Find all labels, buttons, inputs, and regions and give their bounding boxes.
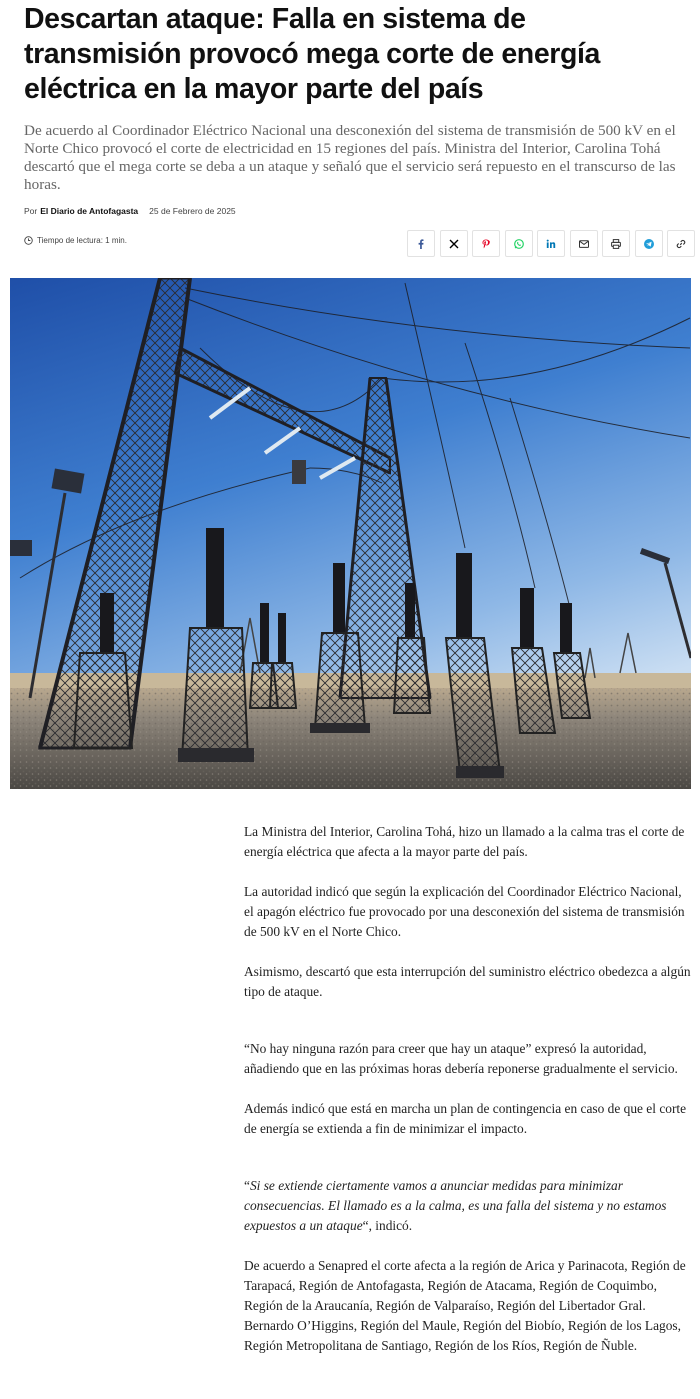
pinterest-icon (480, 238, 492, 250)
linkedin-icon (545, 238, 557, 250)
quote-text: Si se extiende ciertamente vamos a anunciar medidas para minimizar consecuencias. El llamado es a la calma, es una falla del sistema y no estamos expuestos a un ataque (244, 1178, 667, 1233)
whatsapp-icon (513, 238, 525, 250)
telegram-icon (643, 238, 655, 250)
paragraph-quote: “No hay ninguna razón para creer que hay un ataque” expresó la autoridad, añadiendo que en las próximas horas debería reponerse gradualmente el servicio. (244, 1041, 678, 1076)
share-bar (407, 230, 695, 257)
article-subtitle: De acuerdo al Coordinador Eléctrico Nacional una desconexión del sistema de transmisión de 500 kV en el Norte Chico provocó el corte de electricidad en 15 regiones del país. Ministra del Interior, Carolina Tohá descartó que el mega corte se deba a un ataque y señaló que el servicio será repuesto en el transcurso de las horas. (24, 122, 676, 193)
paragraph: Asimismo, descartó que esta interrupción del suministro eléctrico obedezca a algún tipo de ataque. (244, 964, 691, 999)
x-icon (448, 238, 460, 250)
print-icon (610, 238, 622, 250)
read-time (24, 236, 127, 245)
article-body (244, 822, 692, 1376)
share-x-button[interactable] (440, 230, 468, 257)
paragraph: Además indicó que está en marcha un plan de contingencia en caso de que el corte de energía se extienda a fin de minimizar el impacto. (244, 1101, 687, 1136)
article-headline: Descartan ataque: Falla en sistema de transmisión provocó mega corte de energía eléctrica en la mayor parte del país (24, 3, 600, 105)
quote-open: “ (244, 1178, 250, 1193)
read-time-label: Tiempo de lectura: 1 min. (37, 236, 127, 245)
electrical-substation-photo (10, 278, 691, 789)
article-meta (24, 206, 236, 216)
share-whatsapp-button[interactable] (505, 230, 533, 257)
share-email-button[interactable] (570, 230, 598, 257)
share-linkedin-button[interactable] (537, 230, 565, 257)
copy-link-button[interactable] (667, 230, 695, 257)
print-button[interactable] (602, 230, 630, 257)
author-link[interactable]: El Diario de Antofagasta (40, 206, 139, 216)
link-icon (675, 238, 687, 250)
by-label: Por (24, 206, 38, 216)
email-icon (578, 238, 590, 250)
hero-image (10, 278, 691, 789)
share-facebook-button[interactable] (407, 230, 435, 257)
clock-icon (24, 236, 33, 245)
share-pinterest-button[interactable] (472, 230, 500, 257)
paragraph-quote-italic (244, 1176, 692, 1236)
paragraph: De acuerdo a Senapred el corte afecta a la región de Arica y Parinacota, Región de Tarapacá, Región de Antofagasta, Región de Atacama, Región de Coquimbo, Región de la Araucanía, Región de Valparaíso, Región del Libertador Gral. Bernardo O’Higgins, Región del Maule, Región del Biobío, Región de los Lagos, Región Metropolitana de Santiago, Región de los Ríos, Región de Ñuble. (244, 1258, 686, 1353)
paragraph: La autoridad indicó que según la explicación del Coordinador Eléctrico Nacional, el apagón eléctrico fue provocado por una desconexión del sistema de transmisión de 500 kV en el Norte Chico. (244, 884, 685, 939)
facebook-icon (415, 238, 427, 250)
paragraph: La Ministra del Interior, Carolina Tohá, hizo un llamado a la calma tras el corte de energía eléctrica que afecta a la mayor parte del país. (244, 824, 685, 859)
share-telegram-button[interactable] (635, 230, 663, 257)
quote-close: “, indicó. (362, 1218, 413, 1233)
publish-date: 25 de Febrero de 2025 (149, 206, 236, 216)
